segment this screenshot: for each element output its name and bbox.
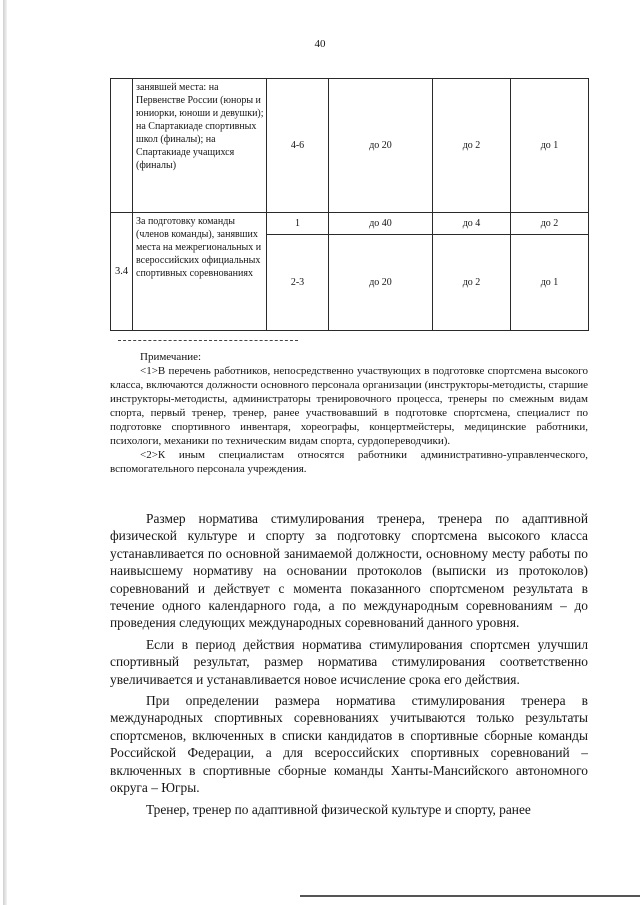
norm-table xyxy=(110,78,589,331)
bottom-scan-line xyxy=(300,895,640,897)
value-cell: до 2 xyxy=(433,235,511,331)
row-description: За подготовку команды (членов команды), занявших места на межрегиональных и всероссийских официальных спортивных соревнованиях xyxy=(133,213,267,331)
value-cell: до 20 xyxy=(329,79,433,213)
row-number xyxy=(111,79,133,213)
value-cell: до 2 xyxy=(433,79,511,213)
body-text xyxy=(110,510,588,818)
place-cell: 4-6 xyxy=(267,79,329,213)
value-cell: до 1 xyxy=(511,79,589,213)
value-cell: до 40 xyxy=(329,213,433,235)
footnote-divider xyxy=(118,340,298,341)
value-cell: до 20 xyxy=(329,235,433,331)
scan-edge-shadow xyxy=(3,0,7,905)
place-cell: 1 xyxy=(267,213,329,235)
paragraph: Тренер, тренер по адаптивной физической культуре и спорту, ранее xyxy=(146,801,531,817)
paragraph: При определении размера норматива стимулирования тренера в международных спортивных соревнованиях учитываются только результаты спортсменов, включенных в списки кандидатов в спортивные сборные команды Российской Федерации, а для всероссийских спортивных соревнований – включенных в спортивные сборные команды Ханты-Мансийского автономного округа – Югры. xyxy=(110,693,588,796)
value-cell: до 4 xyxy=(433,213,511,235)
table-row xyxy=(111,213,589,235)
value-cell: до 2 xyxy=(511,213,589,235)
place-cell: 2-3 xyxy=(267,235,329,331)
note-1: <1>В перечень работников, непосредственно участвующих в подготовке спортсмена высокого класса, включаются должности основного персонала организации (инструкторы-методисты, старшие инструкторы-методисты, администраторы тренировочного процесса, тренеры по смежным видам спорта, первый тренер, тренер, ранее участвовавший в подготовке спортсмена, специалист по подготовке спортивного инвентаря, хореографы, концертмейстеры, медицинские работники, психологи, механики по техническим видам спорта, сурдопереводчики). xyxy=(110,365,588,447)
notes-section xyxy=(110,350,588,476)
row-number: 3.4 xyxy=(111,213,133,331)
value-cell: до 1 xyxy=(511,235,589,331)
page-number: 40 xyxy=(314,38,326,50)
row-description: занявшей места: на Первенстве России (юноры и юниорки, юноши и девушки); на Спартакиаде спортивных школ (финалы); на Спартакиаде учащихся (финалы) xyxy=(133,79,267,213)
paragraph: Если в период действия норматива стимулирования спортсмен улучшил спортивный результат, размер норматива стимулирования соответственно увеличивается и устанавливается новое исчисление срока его действия. xyxy=(110,636,588,687)
notes-title: Примечание: xyxy=(140,351,202,363)
table-row xyxy=(111,79,589,213)
note-2: <2>К иным специалистам относятся работники административно-управленческого, вспомогательного персонала учреждения. xyxy=(110,449,588,475)
paragraph: Размер норматива стимулирования тренера, тренера по адаптивной физической культуре и спорту за подготовку спортсмена высокого класса устанавливается по основной занимаемой должности, основному месту работы по наивысшему нормативу на основании протоколов (выписки из протоколов) соревнований и действует с момента показанного спортсменом результата в течение одного календарного года, а по международным соревнованиям – до проведения следующих международных соревнований данного уровня. xyxy=(110,511,588,631)
